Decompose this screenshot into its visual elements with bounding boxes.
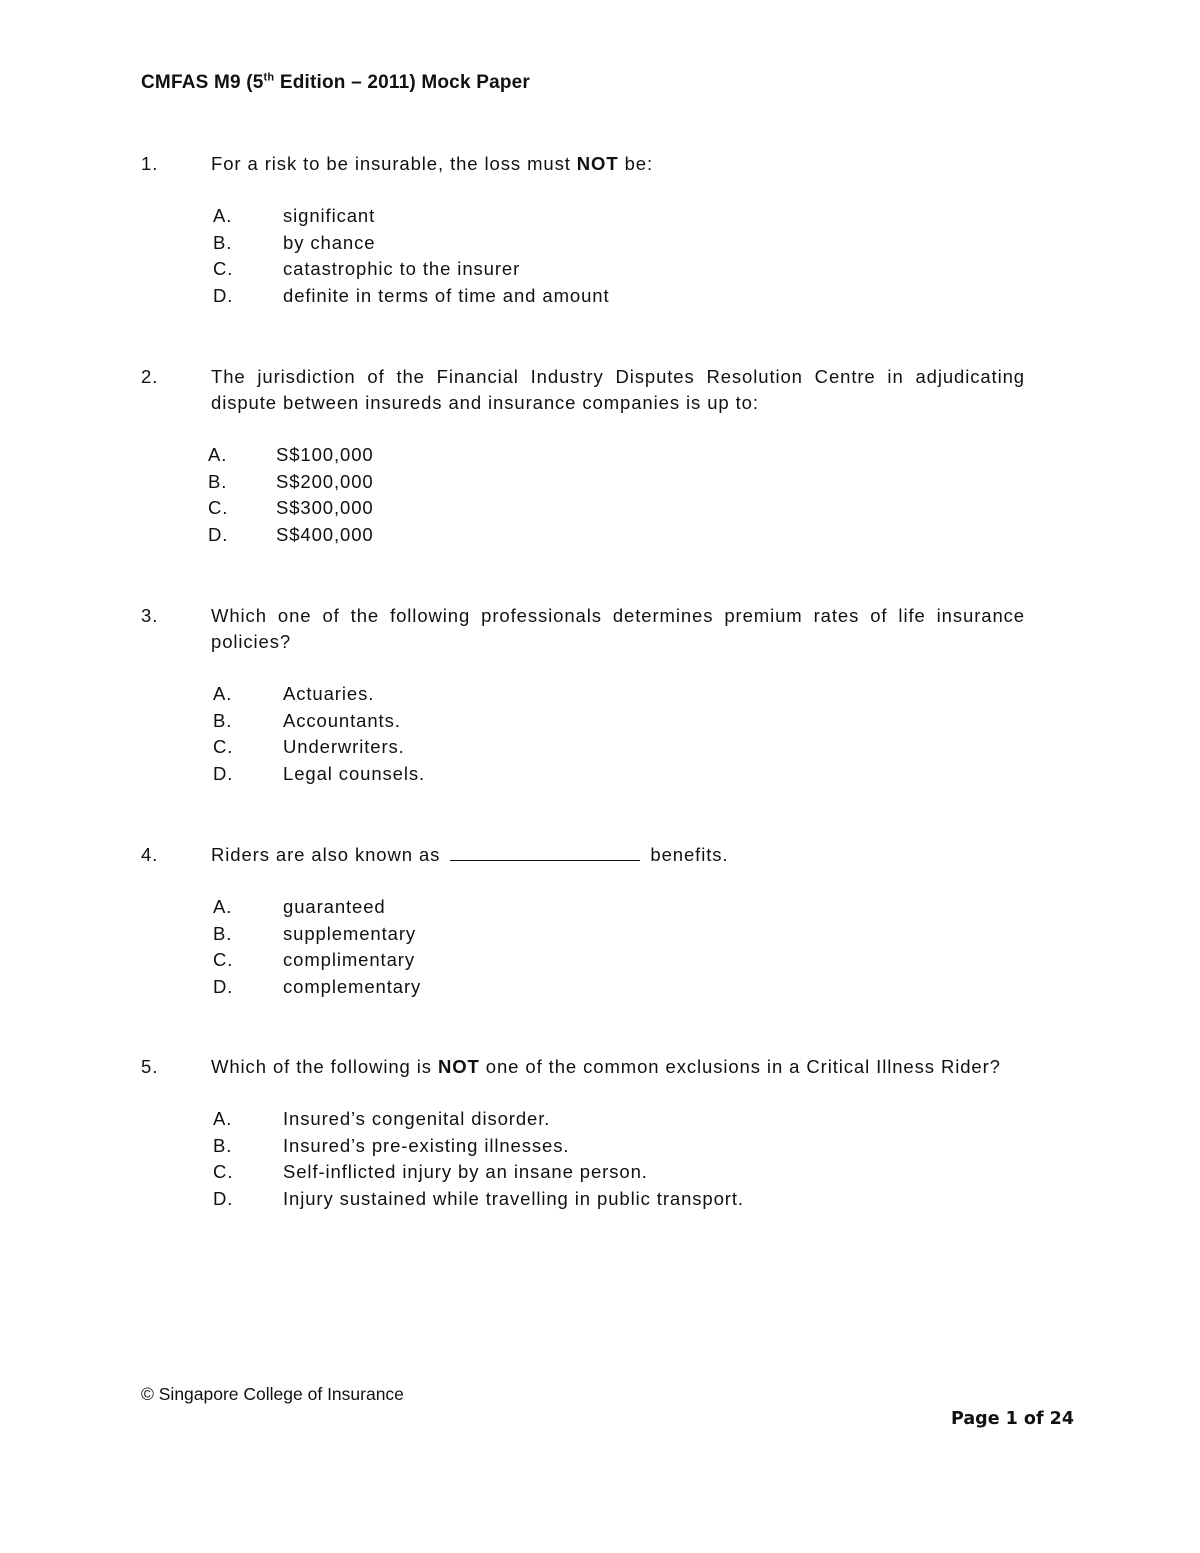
answer-options	[213, 681, 1025, 787]
option-text: Underwriters.	[283, 736, 405, 757]
option-text: by chance	[283, 231, 376, 253]
question-3	[141, 603, 1025, 787]
question-text-part: benefits.	[650, 844, 729, 865]
question-text-emphasis: NOT	[576, 153, 619, 174]
answer-option	[213, 256, 1025, 283]
option-text: Insured’s pre-existing illnesses.	[283, 1134, 570, 1156]
option-text: S$100,000	[276, 444, 374, 465]
option-text: Accountants.	[283, 709, 401, 731]
option-text: complementary	[283, 975, 422, 997]
title-superscript: th	[263, 71, 275, 84]
question-text-part: Which of the following is	[211, 1056, 438, 1077]
answer-option	[213, 230, 1025, 257]
answer-blank	[450, 842, 640, 861]
answer-option	[213, 947, 1025, 974]
answer-option	[213, 1159, 1025, 1186]
page-title	[141, 72, 530, 94]
option-letter: B.	[213, 709, 233, 731]
title-suffix: Edition – 2011) Mock Paper	[274, 72, 531, 93]
answer-option	[213, 921, 1025, 948]
question-text-part: Riders are also known as	[211, 844, 441, 865]
question-number: 3.	[141, 605, 159, 626]
option-text: complimentary	[283, 949, 415, 970]
answer-option	[213, 708, 1025, 735]
question-5	[141, 1054, 1025, 1212]
option-letter: B.	[213, 231, 233, 253]
question-text-part: For a risk to be insurable, the loss must	[211, 153, 577, 174]
answer-option	[208, 469, 1025, 496]
option-text: supplementary	[283, 922, 417, 944]
option-text: Injury sustained while travelling in public transport.	[283, 1187, 744, 1209]
answer-option	[208, 522, 1025, 549]
option-letter: C.	[213, 1161, 234, 1182]
option-text: Actuaries.	[283, 683, 375, 704]
option-text: significant	[283, 205, 376, 226]
answer-option	[213, 203, 1025, 230]
option-letter: B.	[208, 470, 228, 492]
option-letter: A.	[213, 205, 233, 226]
option-letter: A.	[213, 896, 233, 917]
page-number: Page 1 of 24	[951, 1409, 1075, 1429]
answer-option	[213, 283, 1025, 310]
option-letter: D.	[213, 1187, 234, 1209]
copyright-notice: © Singapore College of Insurance	[141, 1384, 404, 1404]
question-number: 1.	[141, 153, 159, 174]
option-letter: A.	[208, 444, 228, 465]
option-letter: D.	[213, 762, 234, 784]
question-text	[211, 842, 1025, 868]
question-text: The jurisdiction of the Financial Industry Disputes Resolution Centre in adjudicating dispute between insureds and insurance companies is up to:	[211, 366, 1025, 413]
option-text: guaranteed	[283, 896, 386, 917]
option-letter: D.	[208, 523, 229, 545]
question-number: 5.	[141, 1056, 159, 1077]
title-prefix: CMFAS M9 (5	[141, 72, 264, 93]
answer-options	[213, 203, 1025, 309]
option-text: definite in terms of time and amount	[283, 284, 610, 306]
option-text: S$200,000	[276, 470, 374, 492]
question-number: 4.	[141, 844, 159, 865]
option-letter: C.	[208, 497, 229, 518]
question-4	[141, 842, 1025, 1000]
question-1	[141, 151, 1025, 309]
answer-option	[208, 495, 1025, 522]
option-letter: C.	[213, 258, 234, 279]
option-letter: B.	[213, 1134, 233, 1156]
option-letter: C.	[213, 736, 234, 757]
question-text: Which one of the following professionals determines premium rates of life insurance policies?	[211, 605, 1025, 652]
question-text-part: one of the common exclusions in a Critical Illness Rider?	[479, 1056, 1001, 1077]
question-text-emphasis: NOT	[438, 1056, 480, 1077]
option-letter: A.	[213, 683, 233, 704]
question-text-part: be:	[618, 153, 654, 174]
question-text	[211, 151, 1025, 177]
answer-option	[208, 442, 1025, 469]
question-2	[141, 364, 1025, 548]
question-number: 2.	[141, 366, 159, 387]
option-text: S$300,000	[276, 497, 374, 518]
answer-option	[213, 761, 1025, 788]
option-text: catastrophic to the insurer	[283, 258, 521, 279]
option-text: Legal counsels.	[283, 762, 426, 784]
answer-option	[213, 894, 1025, 921]
option-letter: B.	[213, 922, 233, 944]
option-letter: A.	[213, 1108, 233, 1129]
option-text: S$400,000	[276, 523, 374, 545]
question-text	[211, 1054, 1025, 1080]
answer-option	[213, 681, 1025, 708]
option-letter: D.	[213, 975, 234, 997]
option-text: Self-inflicted injury by an insane person.	[283, 1161, 648, 1182]
answer-option	[213, 974, 1025, 1001]
answer-options	[213, 1106, 1025, 1212]
option-text: Insured’s congenital disorder.	[283, 1108, 551, 1129]
answer-options	[208, 442, 1025, 548]
answer-options	[213, 894, 1025, 1000]
option-letter: C.	[213, 949, 234, 970]
answer-option	[213, 1186, 1025, 1213]
option-letter: D.	[213, 284, 234, 306]
answer-option	[213, 734, 1025, 761]
answer-option	[213, 1106, 1025, 1133]
answer-option	[213, 1133, 1025, 1160]
